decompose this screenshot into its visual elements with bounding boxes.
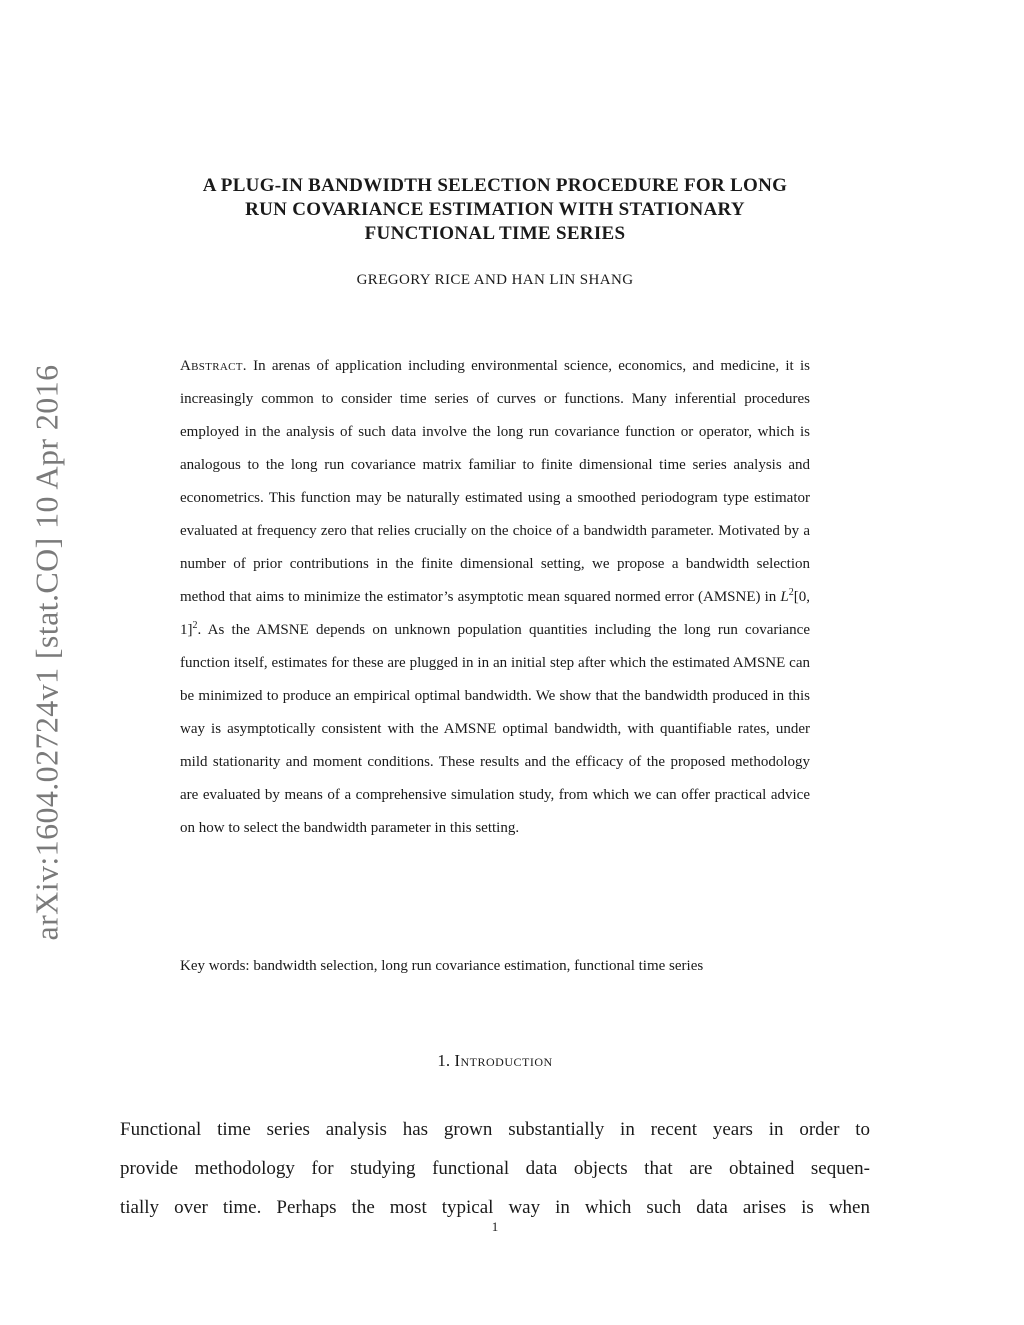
arxiv-sidebar-stamp — [30, 350, 64, 955]
page-number: 1 — [491, 1219, 499, 1234]
section-number: 1. — [437, 1051, 451, 1070]
keywords: Key words: bandwidth selection, long run covariance estimation, functional time series — [180, 958, 704, 974]
title-line: A PLUG-IN BANDWIDTH SELECTION PROCEDURE FOR LONG — [202, 175, 788, 196]
math-superscript: 2 — [192, 620, 198, 631]
author-list: GREGORY RICE AND HAN LIN SHANG — [356, 272, 634, 288]
body-line: tially over time. Perhaps the most typical way in which such data arises is when — [120, 1197, 870, 1218]
abstract-text: In arenas of application including environmental science, economics, and medicine, it is increasingly common to consider time series of curves or functions. Many inferential procedures employed in the analysis of such data involve the long run covariance function or operator, which is analogous to the long run covariance matrix familiar to finite dimensional time series analysis and econometrics. This function may be naturally estimated using a smoothed periodogram type estimator evaluated at frequency zero that relies crucially on the choice of a bandwidth parameter. Motivated by a number of prior contributions in the finite dimensional setting, we propose a bandwidth selection method that aims to minimize the estimator’s asymptotic mean squared normed error (AMSNE) in — [180, 358, 811, 605]
abstract — [180, 350, 810, 845]
section-heading — [120, 1051, 870, 1071]
math-superscript: 2 — [788, 587, 794, 598]
body-line: provide methodology for studying functional data objects that are obtained sequen- — [120, 1158, 870, 1179]
abstract-text-continued: . As the AMSNE depends on unknown population quantities including the long run covariance function itself, estimates for these are plugged in in an initial step after which the estimated AMSNE can be minimized to produce an empirical optimal bandwidth. We show that the bandwidth produced in this way is asymptotically consistent with the AMSNE optimal bandwidth, with quantifiable rates, under mild stationarity and moment conditions. These results and the efficacy of the proposed methodology are evaluated by means of a comprehensive simulation study, from which we can offer practical advice on how to select the bandwidth parameter in this setting. — [180, 622, 810, 836]
title-line: RUN COVARIANCE ESTIMATION WITH STATIONARY — [245, 199, 745, 220]
math-l-symbol: L — [780, 589, 789, 605]
body-line: Functional time series analysis has grown substantially in recent years in order to — [120, 1119, 870, 1140]
body-paragraph — [120, 1110, 870, 1227]
title-line: FUNCTIONAL TIME SERIES — [364, 223, 626, 244]
arxiv-identifier: arXiv:1604.02724v1 [stat.CO] 10 Apr 2016 — [28, 364, 65, 941]
section-title: Introduction — [454, 1051, 553, 1070]
paper-title — [120, 174, 870, 246]
abstract-label: Abstract. — [180, 358, 247, 374]
math-interval: [0, 1] — [180, 589, 810, 638]
